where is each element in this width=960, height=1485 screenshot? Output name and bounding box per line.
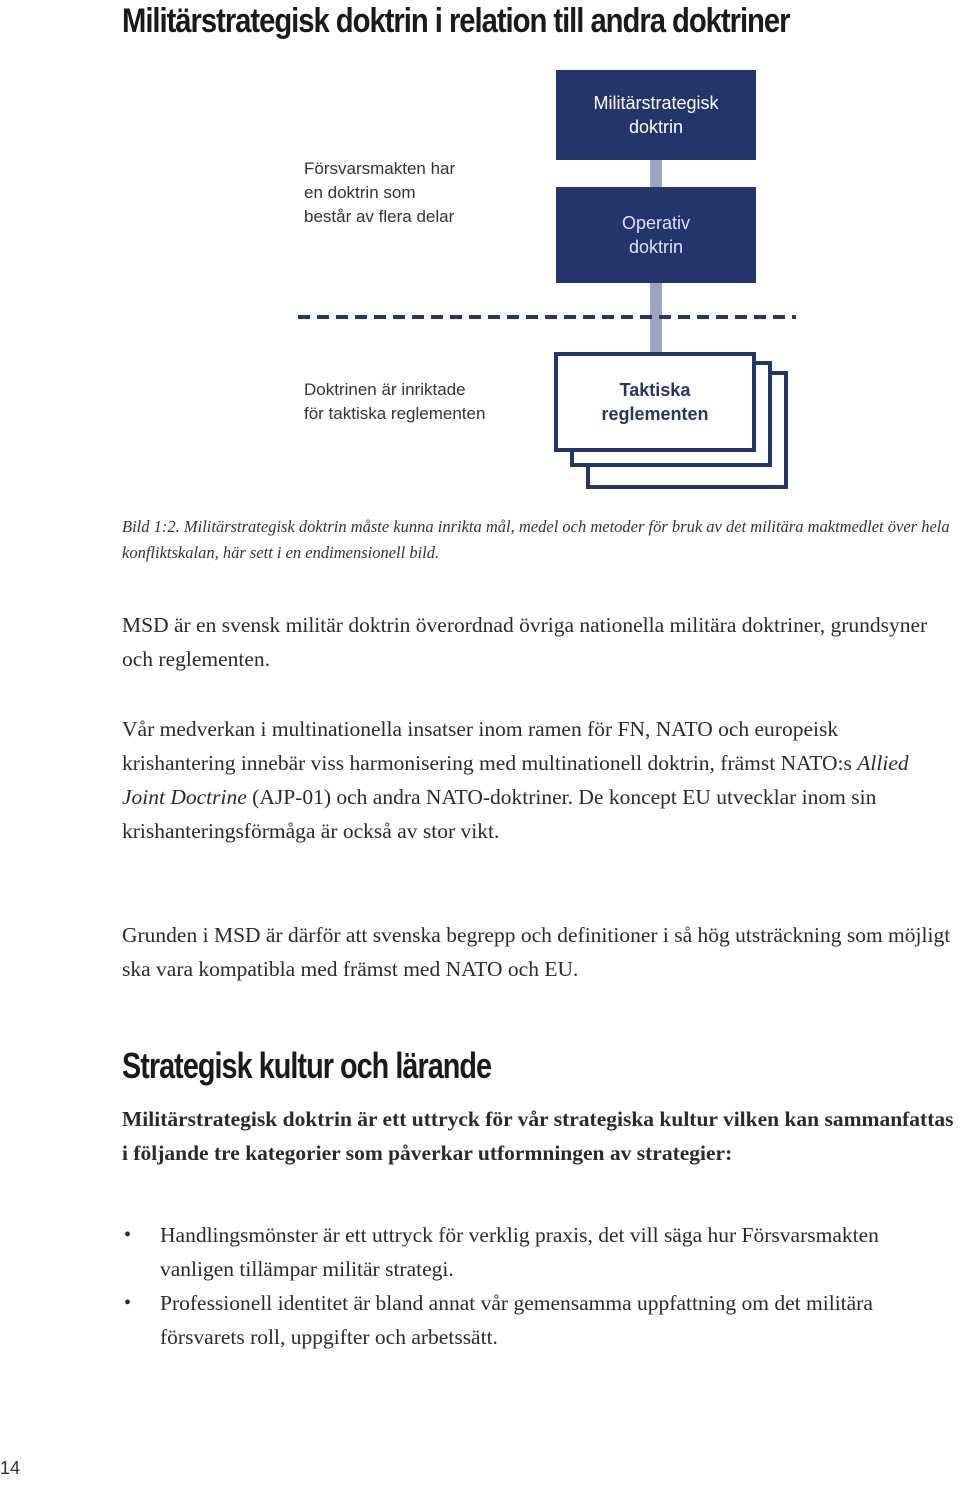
label-doktrinen — [304, 378, 485, 426]
paragraph-multinational-part1: Vår medverkan i multinationella insatser inom ramen för FN, NATO och europeisk krishantering innebär viss harmonisering med multinationell doktrin, främst NATO:s — [122, 717, 858, 775]
box-top-line1: Militärstrategisk — [593, 93, 719, 113]
paragraph-multinational-part2: (AJP-01) och andra NATO-doktriner. De koncept EU utvecklar inom sin krishanteringsförmåga är också av stor vikt. — [122, 785, 877, 843]
box-top-line2: doktrin — [628, 117, 684, 137]
section-heading: Strategisk kultur och lärande — [122, 1045, 492, 1086]
page-title: Militärstrategisk doktrin i relation till andra doktriner — [122, 2, 790, 40]
doctrine-diagram — [0, 0, 960, 500]
box-middle-line2: doktrin — [628, 237, 684, 257]
label-forsvarsmakten-line3: består av flera delar — [304, 207, 455, 226]
paragraph-multinational — [122, 712, 954, 848]
box-taktiska-reglementen — [558, 356, 752, 448]
figure-caption: Bild 1:2. Militärstrategisk doktrin måste kunna inrikta mål, medel och metoder för bruk av det militära maktmedlet över hela konfliktskalan, här sett i en endimensionell bild. — [122, 517, 950, 562]
box-operativ-doktrin — [556, 187, 756, 283]
doctrine-title: Allied Joint Doctrine — [122, 751, 909, 809]
bullet-icon: • — [124, 1224, 132, 1246]
label-doktrinen-line2: för taktiska reglementen — [304, 404, 486, 423]
paragraph-msd: MSD är en svensk militär doktrin överordnad övriga nationella militära doktriner, grundsyner och reglementen. — [122, 613, 928, 671]
lead-paragraph: Militärstrategisk doktrin är ett uttryck för vår strategiska kultur vilken kan sammanfattas i följande tre kategorier som påverkar utformningen av strategier: — [122, 1107, 954, 1165]
label-forsvarsmakten-line2: en doktrin som — [304, 183, 416, 202]
bullet-list — [122, 1218, 922, 1354]
box-middle-line1: Operativ — [621, 213, 691, 233]
page-number: 14 — [0, 1458, 21, 1478]
label-doktrinen-line1: Doktrinen är inriktade — [304, 380, 466, 399]
paragraph-grunden: Grunden i MSD är därför att svenska begrepp och definitioner i så hög utsträckning som möjligt ska vara kompatibla med främst med NATO och EU. — [122, 923, 951, 981]
bullet-icon: • — [124, 1292, 132, 1314]
list-item — [122, 1286, 922, 1354]
box-bottom-line1: Taktiska — [619, 380, 691, 400]
box-militarstrategisk-doktrin — [556, 70, 756, 160]
bullet-text: Handlingsmönster är ett uttryck för verklig praxis, det vill säga hur Försvarsmakten vanligen tillämpar militär strategi. — [160, 1223, 879, 1281]
list-item — [122, 1218, 922, 1286]
label-forsvarsmakten — [304, 157, 455, 229]
bullet-text: Professionell identitet är bland annat vår gemensamma uppfattning om det militära försvarets roll, uppgifter och arbetssätt. — [160, 1291, 873, 1349]
label-forsvarsmakten-line1: Försvarsmakten har — [304, 159, 456, 178]
box-bottom-line2: reglementen — [601, 404, 709, 424]
